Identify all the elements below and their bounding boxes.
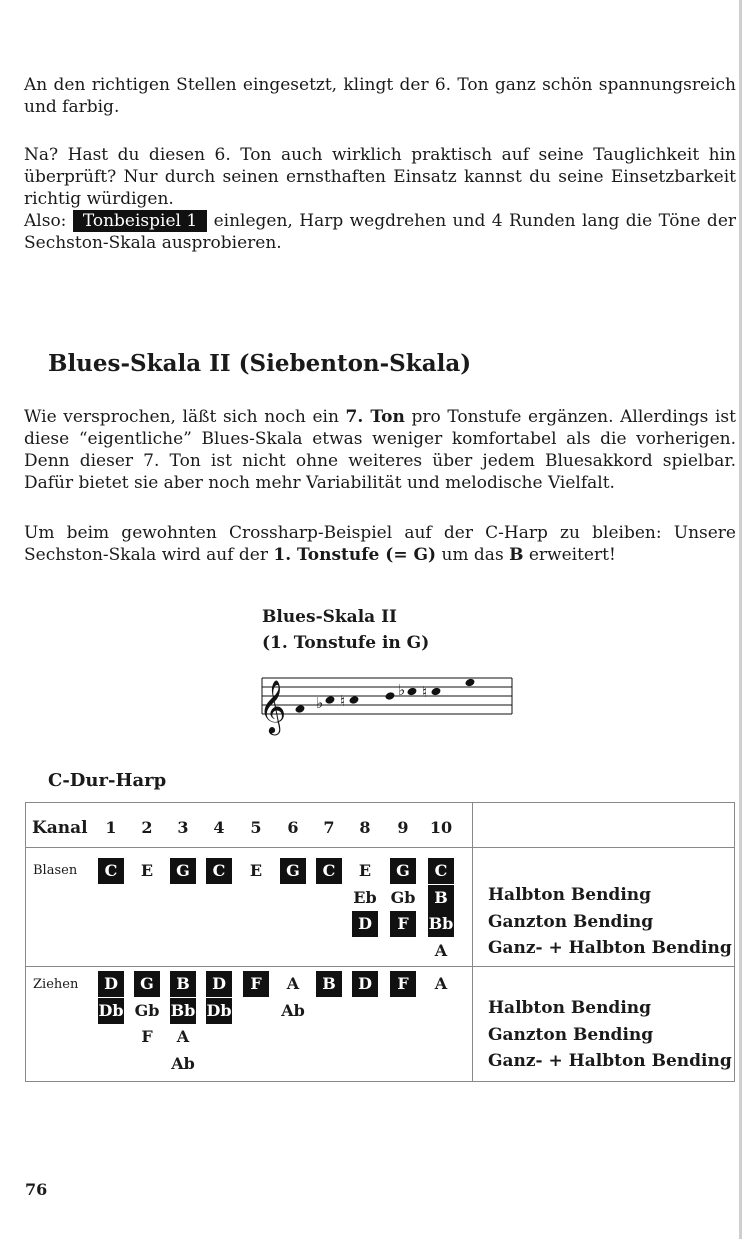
blasen_rows-note: G	[170, 858, 196, 884]
channel-header: 9	[397, 818, 409, 837]
paragraph-1	[24, 74, 736, 118]
paragraph-5-prefix: Um beim gewohnten Crossharp-Beispiel auf der C-Harp zu bleiben: Unsere Sechston-Skala wird auf der	[24, 523, 736, 565]
paragraph-5	[24, 522, 736, 566]
channel-header: 1	[105, 818, 117, 837]
channel-header: 5	[250, 818, 262, 837]
kanal-label: Kanal	[32, 818, 88, 838]
channel-header: 8	[359, 818, 371, 837]
table-border-right	[734, 803, 735, 1081]
blasen_rows-note: A	[434, 940, 448, 960]
ziehen_rows-note: D	[352, 971, 378, 997]
blasen_rows-note: E	[358, 861, 372, 880]
blasen_rows-note: Eb	[353, 887, 377, 907]
table-border-left	[25, 803, 26, 1081]
note-b	[349, 695, 360, 705]
bending-label: Ganz- + Halbton Bending	[488, 938, 732, 958]
section-heading: Blues-Skala II (Siebenton-Skala)	[48, 350, 472, 377]
blasen_rows-note: C	[206, 858, 232, 884]
bending-label: Ganzton Bending	[488, 911, 654, 932]
note-d	[431, 687, 442, 697]
section-rule	[25, 966, 735, 967]
paragraph-5-mid: um das	[436, 545, 510, 565]
ziehen_rows-note: Bb	[170, 998, 196, 1024]
paragraph-4	[24, 406, 736, 494]
audio-example-tag: Tonbeispiel 1	[73, 210, 207, 232]
blasen_rows-note: C	[98, 858, 124, 884]
page-number: 76	[25, 1180, 48, 1199]
page-edge	[739, 0, 742, 1239]
ziehen_rows-note: Ab	[281, 1000, 305, 1020]
ziehen_rows-note: B	[170, 971, 196, 997]
blasen_rows-note: C	[316, 858, 342, 884]
blasen_rows-note: F	[390, 911, 416, 937]
note-c	[385, 691, 396, 701]
ziehen_rows-note: G	[134, 971, 160, 997]
paragraph-4-suffix: pro Tonstufe ergänzen. Allerdings ist diese “eigentliche” Blues-Skala etwas weniger komfortabel als die vorherigen. Denn dieser 7. Ton ist nicht ohne weiteres über jedem Bluesakkord spielbar. Dafür bietet sie aber noch mehr Variabilität und melodische Vielfalt.	[24, 407, 736, 493]
blasen_rows-note: Bb	[428, 911, 454, 937]
flat-sign-icon: ♭	[316, 694, 324, 712]
table-divider	[472, 803, 473, 1081]
channel-header: 3	[177, 818, 189, 837]
paragraph-4-prefix: Wie versprochen, läßt sich noch ein	[24, 407, 346, 427]
bending-label: Ganzton Bending	[488, 1024, 654, 1045]
blasen-label: Blasen	[33, 863, 78, 878]
ziehen_rows-note: A	[286, 974, 300, 993]
harp-table-title: C-Dur-Harp	[48, 770, 167, 791]
ziehen_rows-note: D	[98, 971, 124, 997]
flat-sign-icon: ♭	[398, 681, 406, 699]
channel-header: 7	[323, 818, 335, 837]
paragraph-5-suffix: erweitert!	[523, 545, 616, 565]
paragraph-5-bold-stage: 1. Tonstufe (= G)	[273, 545, 437, 565]
ziehen_rows-note: Db	[206, 998, 232, 1024]
paragraph-2-body: Na? Hast du diesen 6. Ton auch wirklich praktisch auf seine Tauglichkeit hin überprüft? Nur durch seinen ernsthaften Einsatz kannst du seine Einsetzbarkeit richtig würdigen.	[24, 145, 736, 209]
ziehen_rows-note: D	[206, 971, 232, 997]
blasen_rows-note: G	[280, 858, 306, 884]
blasen_rows-note: D	[352, 911, 378, 937]
note-g	[295, 704, 306, 714]
music-staff	[258, 666, 516, 738]
ziehen_rows-note: A	[176, 1027, 190, 1046]
ziehen_rows-note: Ab	[171, 1053, 195, 1073]
natural-sign-icon: ♮	[340, 692, 346, 710]
blasen_rows-note: Gb	[390, 887, 416, 907]
paragraph-2-text	[24, 144, 736, 254]
figure-caption-title: Blues-Skala II	[262, 607, 397, 627]
paragraph-5-bold-note: B	[509, 545, 524, 565]
blasen_rows-note: G	[390, 858, 416, 884]
ziehen_rows-note: Db	[98, 998, 124, 1024]
channel-header: 6	[287, 818, 299, 837]
ziehen_rows-note: Gb	[134, 1000, 160, 1020]
ziehen_rows-note: F	[390, 971, 416, 997]
note-f	[465, 678, 476, 688]
ziehen_rows-note: F	[243, 971, 269, 997]
paragraph-3-prefix: Also:	[24, 211, 73, 231]
paragraph-1-text: An den richtigen Stellen eingesetzt, klingt der 6. Ton ganz schön spannungsreich und farbig.	[24, 75, 736, 117]
blasen_rows-note: E	[249, 861, 263, 880]
treble-clef-icon: 𝄞	[259, 679, 287, 733]
natural-sign-icon: ♮	[422, 683, 428, 701]
channel-header: 2	[141, 818, 153, 837]
note-db	[407, 687, 418, 697]
ziehen_rows-note: A	[434, 974, 448, 993]
bending-label: Ganz- + Halbton Bending	[488, 1051, 732, 1071]
header-rule	[25, 847, 735, 848]
figure-caption-subtitle: (1. Tonstufe in G)	[262, 633, 430, 653]
paragraph-4-bold: 7. Ton	[345, 407, 405, 427]
bending-label: Halbton Bending	[488, 885, 652, 905]
bending-label: Halbton Bending	[488, 998, 652, 1018]
paragraph-2	[24, 144, 736, 254]
blasen_rows-note: E	[140, 861, 154, 880]
harp-table	[25, 802, 735, 1082]
ziehen_rows-note: B	[316, 971, 342, 997]
paragraph-3-suffix: einlegen, Harp wegdrehen und 4 Runden lang die Töne der Sechston-Skala ausprobieren.	[24, 211, 737, 253]
ziehen_rows-note: F	[141, 1027, 153, 1046]
note-bb	[325, 695, 336, 705]
channel-header: 10	[429, 818, 453, 837]
blasen_rows-note: C	[428, 858, 454, 884]
ziehen-label: Ziehen	[33, 977, 79, 992]
blasen_rows-note: B	[428, 885, 454, 911]
channel-header: 4	[213, 818, 225, 837]
